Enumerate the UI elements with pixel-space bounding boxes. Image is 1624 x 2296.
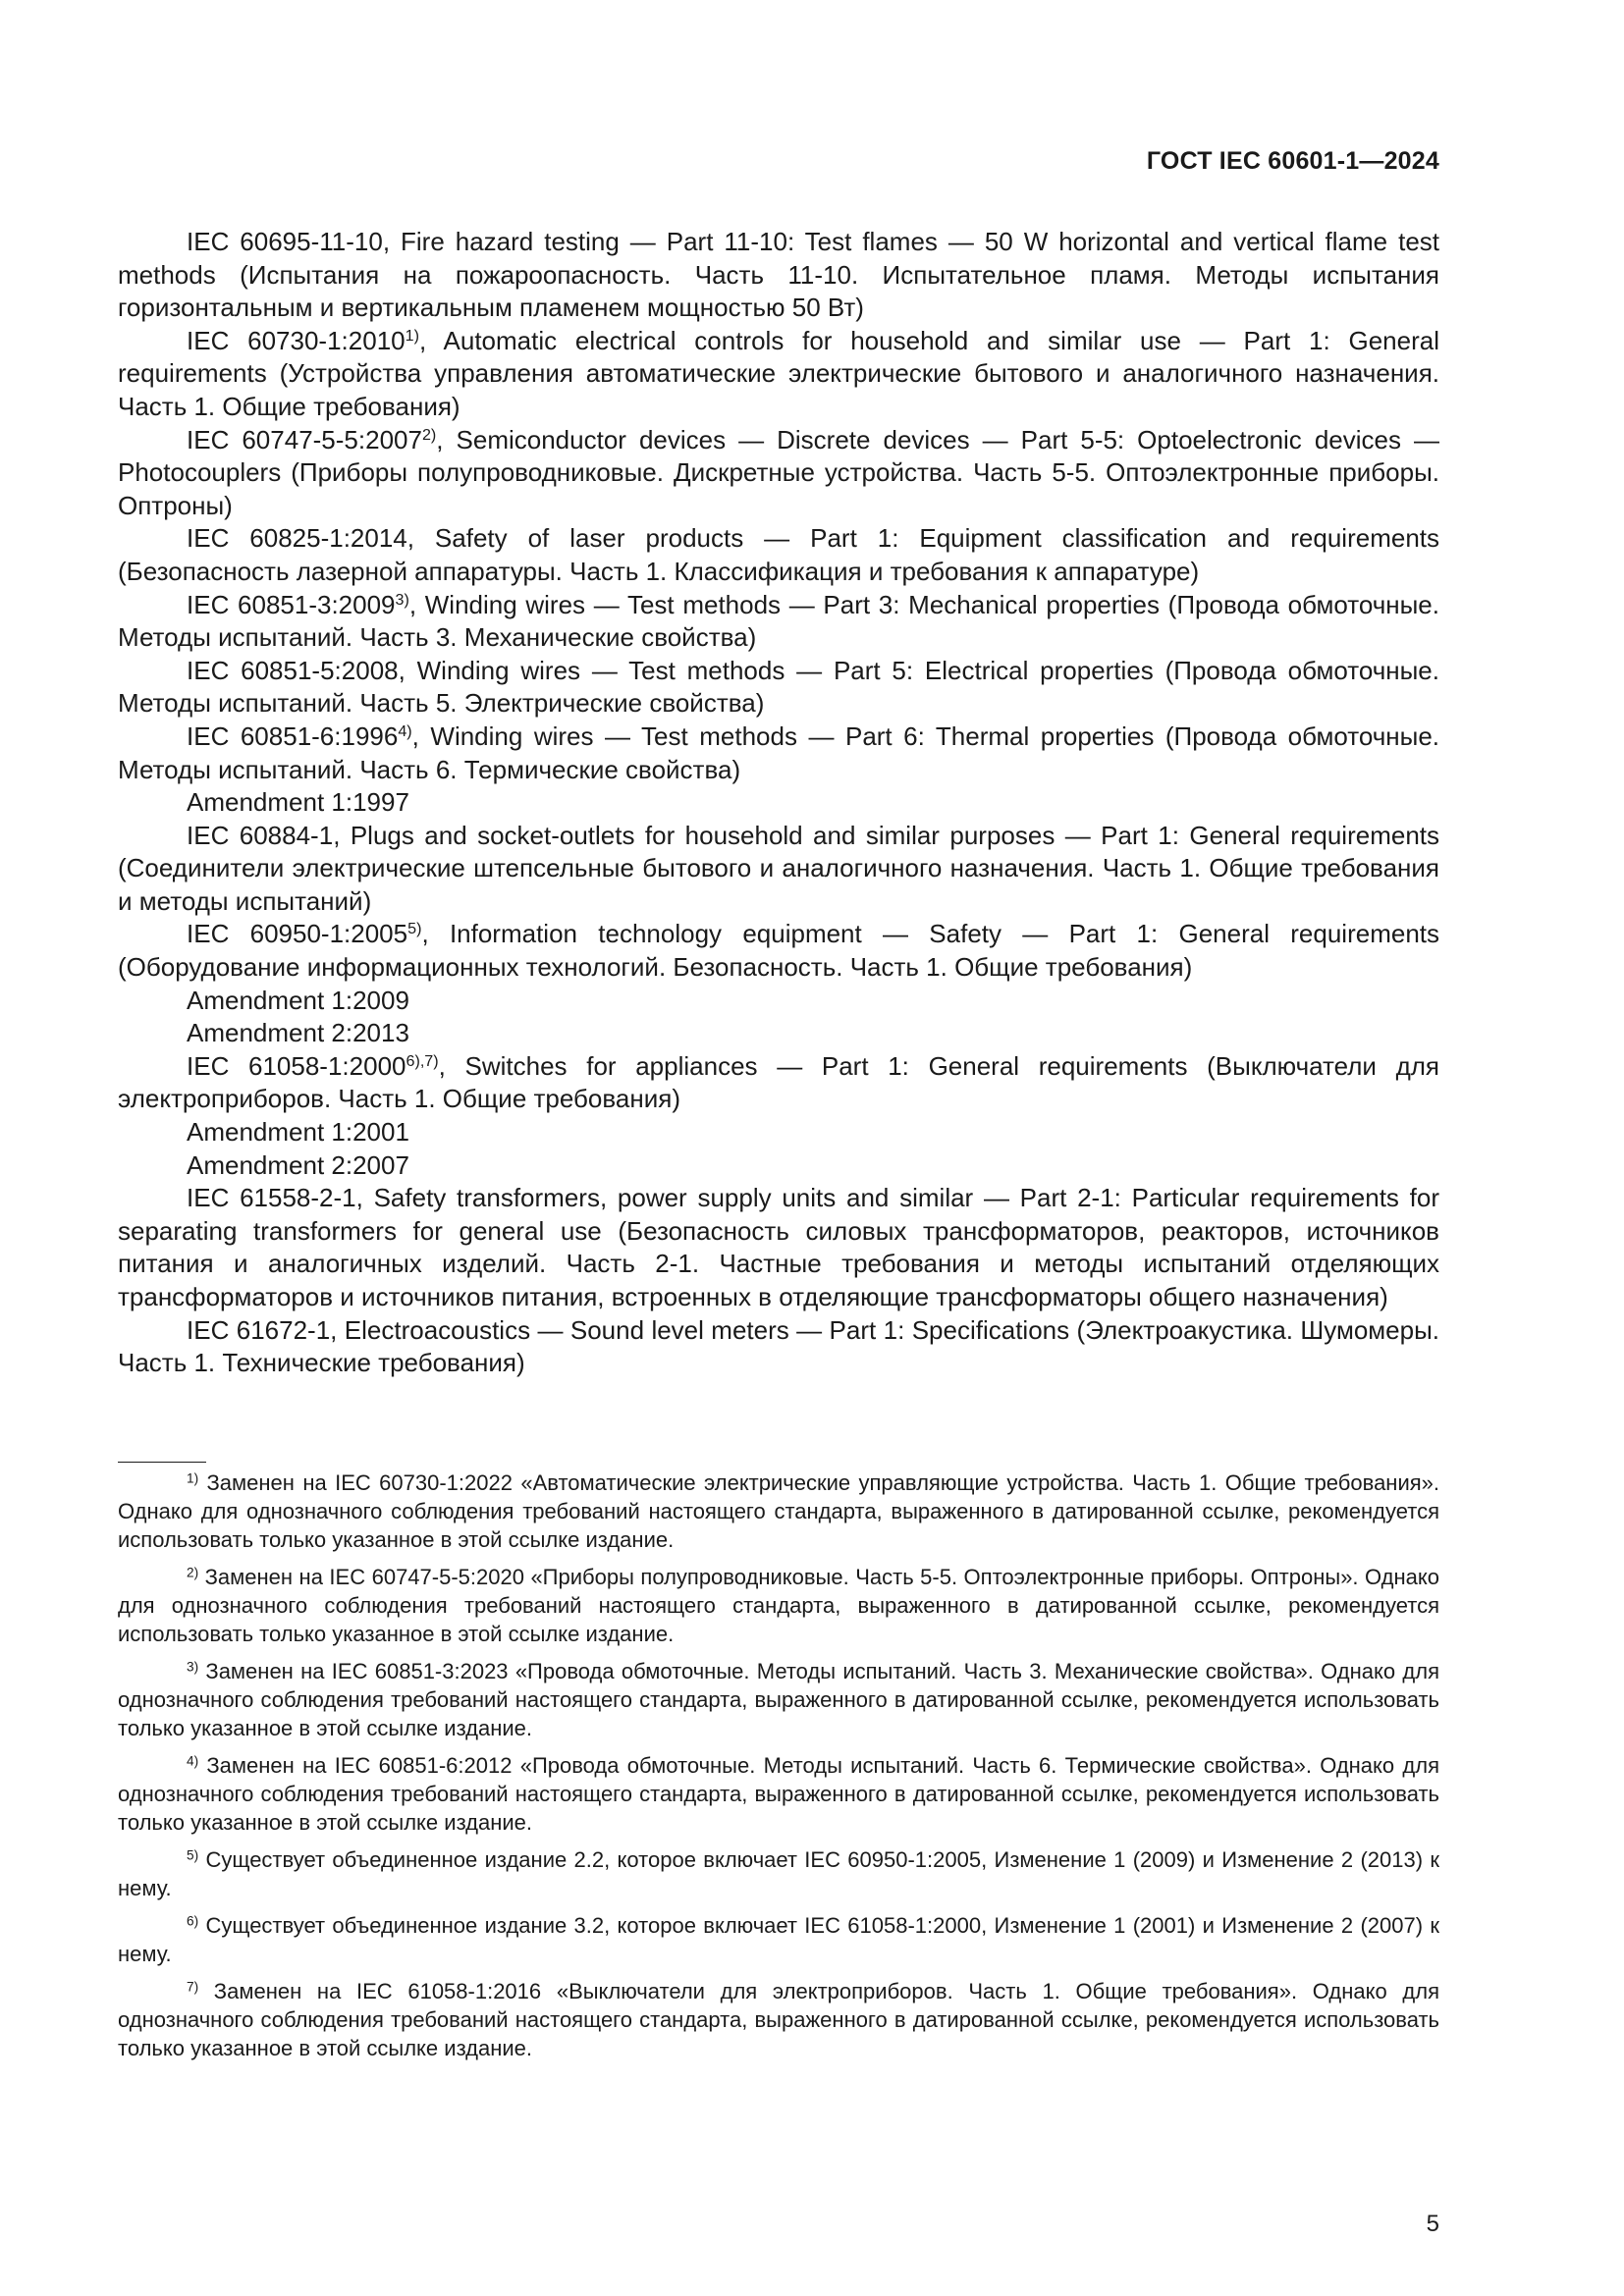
footnote-marker: 5)	[407, 920, 422, 938]
footnote-marker: 6),7)	[406, 1051, 439, 1070]
reference-text: , Fire hazard testing — Part 11-10: Test flames — 50 W horizontal and vertical flame test methods (Испытания на пожароопасность. Часть 11-10. Испытательное пламя. Методы испытания горизонтальным и вертикальным пламенем мощностью 50 Вт)	[118, 227, 1439, 323]
reference-code: IEC 60747-5-5:2007	[187, 424, 422, 454]
reference-text: , Winding wires — Test methods — Part 6: Thermal properties (Провода обмоточные. Методы испытаний. Часть 6. Термические свойства)	[118, 721, 1440, 784]
reference-text: , Plugs and socket-outlets for household and similar purposes — Part 1: General requirements (Соединители электрические штепсельные бытового и аналогичного назначения. Часть 1. Общие требования и методы испытаний)	[118, 820, 1440, 916]
footnote-marker: 4)	[398, 722, 412, 741]
footnote-text: Существует объединенное издание 3.2, которое включает IEC 61058-1:2000, Изменение 1 (2001) и Изменение 2 (2007) к нему.	[118, 1913, 1439, 1966]
footnote	[118, 1977, 1439, 2062]
reference-text: , Switches for appliances — Part 1: General requirements (Выключатели для электроприборов. Часть 1. Общие требования)	[118, 1050, 1440, 1114]
footnote-text: Существует объединенное издание 2.2, которое включает IEC 60950-1:2005, Изменение 1 (2009) и Изменение 2 (2013) к нему.	[118, 1847, 1439, 1900]
footnote	[118, 1657, 1439, 1742]
reference-code: IEC 60851-3:2009	[187, 589, 396, 619]
footnote-marker: 1)	[405, 326, 419, 345]
reference-item	[118, 1182, 1439, 1313]
reference-text: , Automatic electrical controls for household and similar use — Part 1: General requirements (Устройства управления автоматические электрические бытового и аналогичного назначения. Часть 1. Общие требования)	[118, 325, 1439, 421]
reference-text: , Semiconductor devices — Discrete devices — Part 5-5: Optoelectronic devices — Photocouplers (Приборы полупроводниковые. Дискретные устройства. Часть 5-5. Оптоэлектронные приборы. Оптроны)	[118, 424, 1439, 520]
amendment-item	[118, 1116, 1439, 1149]
footnote-marker: 5)	[187, 1847, 199, 1863]
reference-code: IEC 60851-5:2008	[187, 655, 399, 685]
reference-item	[118, 1050, 1439, 1116]
footnote-text: Заменен на IEC 61058-1:2016 «Выключатели для электроприборов. Часть 1. Общие требования». Однако для однозначного соблюдения требований настоящего стандарта, выраженного в датированной ссылке, рекомендуется использовать только указанное в этой ссылке издание.	[118, 1979, 1439, 2060]
amendment-item	[118, 786, 1439, 820]
reference-item	[118, 918, 1439, 984]
reference-code: Amendment 1:2009	[187, 985, 409, 1015]
footnote	[118, 1845, 1439, 1902]
reference-text: , Winding wires — Test methods — Part 3: Mechanical properties (Провода обмоточные. Методы испытаний. Часть 3. Механические свойства)	[118, 589, 1439, 653]
footnote-marker: 7)	[187, 1979, 199, 1995]
amendment-item	[118, 1017, 1439, 1050]
footnote-marker: 4)	[187, 1753, 199, 1769]
reference-item	[118, 820, 1439, 919]
footnote	[118, 1468, 1439, 1554]
footnote	[118, 1911, 1439, 1968]
footnote-separator	[118, 1462, 206, 1463]
reference-code: IEC 60730-1:2010	[187, 325, 406, 355]
footnote	[118, 1751, 1439, 1837]
footnote-marker: 1)	[187, 1470, 199, 1486]
reference-code: IEC 60851-6:1996	[187, 721, 399, 751]
footnote-text: Заменен на IEC 60851-3:2023 «Провода обмоточные. Методы испытаний. Часть 3. Механические свойства». Однако для однозначного соблюдения требований настоящего стандарта, выраженного в датированной ссылке, рекомендуется использовать только указанное в этой ссылке издание.	[118, 1659, 1439, 1740]
reference-text: , Winding wires — Test methods — Part 5: Electrical properties (Провода обмоточные. Методы испытаний. Часть 5. Электрические свойства)	[118, 655, 1439, 719]
amendment-item	[118, 1149, 1439, 1183]
footnote-marker: 6)	[187, 1913, 199, 1929]
reference-item	[118, 1314, 1439, 1380]
reference-code: Amendment 2:2013	[187, 1018, 409, 1048]
reference-item	[118, 226, 1439, 325]
reference-text: , Information technology equipment — Safety — Part 1: General requirements (Оборудование информационных технологий. Безопасность. Часть 1. Общие требования)	[118, 919, 1440, 983]
footnote-marker: 3)	[187, 1659, 199, 1675]
footnote	[118, 1563, 1439, 1648]
reference-code: IEC 60884-1	[187, 820, 334, 850]
reference-code: IEC 60950-1:2005	[187, 919, 408, 949]
reference-code: Amendment 1:1997	[187, 787, 409, 818]
footnote-text: Заменен на IEC 60730-1:2022 «Автоматические электрические управляющие устройства. Часть 1. Общие требования». Однако для однозначного соблюдения требований настоящего стандарта, выраженного в датированной ссылке, рекомендуется использовать только указанное в этой ссылке издание.	[118, 1470, 1439, 1552]
reference-code: Amendment 1:2001	[187, 1117, 409, 1148]
reference-code: IEC 61058-1:2000	[187, 1050, 406, 1081]
reference-code: IEC 60695-11-10	[187, 227, 383, 256]
reference-item	[118, 589, 1439, 655]
footnotes	[118, 1468, 1439, 2071]
reference-text: , Safety transformers, power supply units and similar — Part 2-1: Particular requirements for separating transformers for general use (Безопасность силовых трансформаторов, реакторов, источников питания и аналогичных изделий. Часть 2-1. Частные требования и методы испытаний отделяющих трансформаторов и источников питания, встроенных в отделяющие трансформаторы общего назначения)	[118, 1183, 1439, 1311]
reference-text: , Electroacoustics — Sound level meters — Part 1: Specifications (Электроакустика. Шумомеры. Часть 1. Технические требования)	[118, 1314, 1439, 1378]
reference-text: , Safety of laser products — Part 1: Equipment classification and requirements (Безопасность лазерной аппаратуры. Часть 1. Классификация и требования к аппаратуре)	[118, 523, 1439, 586]
footnote-marker: 3)	[395, 590, 409, 609]
footnote-text: Заменен на IEC 60747-5-5:2020 «Приборы полупроводниковые. Часть 5-5. Оптоэлектронные приборы. Оптроны». Однако для однозначного соблюдения требований настоящего стандарта, выраженного в датированной ссылке, рекомендуется использовать только указанное в этой ссылке издание.	[118, 1565, 1439, 1646]
reference-item	[118, 424, 1439, 523]
reference-item	[118, 721, 1439, 786]
reference-code: IEC 61672-1	[187, 1314, 331, 1345]
page-header-standard-id: ГОСТ IEC 60601-1—2024	[1146, 147, 1439, 175]
footnote-marker: 2)	[421, 425, 437, 444]
reference-code: IEC 61558-2-1	[187, 1183, 356, 1213]
reference-item	[118, 522, 1439, 588]
footnote-marker: 2)	[187, 1565, 199, 1580]
reference-code: Amendment 2:2007	[187, 1149, 409, 1180]
amendment-item	[118, 985, 1439, 1018]
reference-item	[118, 655, 1439, 721]
page-number: 5	[1426, 2211, 1439, 2237]
reference-code: IEC 60825-1:2014	[187, 523, 407, 554]
footnote-text: Заменен на IEC 60851-6:2012 «Провода обмоточные. Методы испытаний. Часть 6. Термические свойства». Однако для однозначного соблюдения требований настоящего стандарта, выраженного в датированной ссылке, рекомендуется использовать только указанное в этой ссылке издание.	[118, 1753, 1439, 1835]
reference-item	[118, 325, 1439, 424]
normative-references-list	[118, 226, 1439, 1380]
